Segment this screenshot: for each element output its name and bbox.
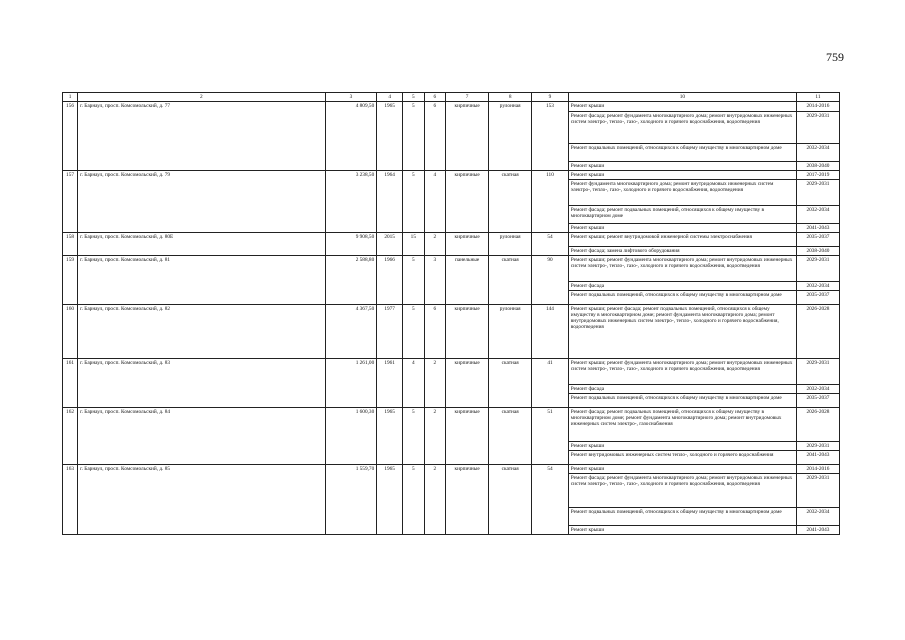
build-year: 1966: [377, 256, 403, 305]
residents: 110: [532, 171, 569, 233]
entry-number: 157: [63, 171, 78, 233]
work-period: 2038-2040: [796, 162, 839, 171]
address: г. Барнаул, просп. Комсомольский, д. 82: [78, 305, 326, 359]
work-period: 2035-2037: [796, 233, 839, 247]
work-period: 2035-2037: [796, 394, 839, 408]
work-period: 2041-2043: [796, 451, 839, 465]
residents: 51: [532, 408, 569, 465]
table-body: [63, 93, 840, 535]
entrances: 3: [424, 256, 446, 305]
work-description: Ремонт подвальных помещений, относящихся к общему имуществу в многоквартирном доме: [568, 144, 796, 162]
work-description: Ремонт фасада; ремонт фундамента многоквартирного дома; ремонт внутридомовых инженерных систем электро-, тепло-, газо-, холодного и горячего водоснабжения, водоотведения: [568, 474, 796, 508]
build-year: 1965: [377, 408, 403, 465]
address: г. Барнаул, просп. Комсомольский, д. 77: [78, 102, 326, 171]
residents: 54: [532, 465, 569, 535]
work-description: Ремонт крыши; ремонт фундамента многоквартирного дома; ремонт внутридомовых инженерных систем электро-, тепло-, газо-, холодного и горячего водоснабжения, водоотведения: [568, 359, 796, 385]
work-period: 2041-2043: [796, 224, 839, 233]
work-period: 2032-2034: [796, 206, 839, 224]
roof-type: скатная: [489, 256, 532, 305]
header-cell: 6: [424, 93, 446, 102]
work-period: 2032-2034: [796, 144, 839, 162]
entry-number: 159: [63, 256, 78, 305]
work-description: Ремонт крыши; ремонт фасада; ремонт подвальных помещений, относящихся к общему имуществу в многоквартирном доме; ремонт фундамента многоквартирного дома; ремонт внутридомовых инженерных систем электро-, тепло-, холодного и горячего водоснабжения, водоотведения: [568, 305, 796, 359]
residents: 54: [532, 233, 569, 256]
work-description: Ремонт крыши: [568, 526, 796, 535]
work-period: 2029-2031: [796, 256, 839, 282]
roof-type: скатная: [489, 408, 532, 465]
header-cell: 10: [568, 93, 796, 102]
header-cell: 5: [403, 93, 425, 102]
total-area: 4 367,50: [325, 305, 377, 359]
table-row: [63, 171, 840, 180]
build-year: 1964: [377, 171, 403, 233]
work-period: 2029-2031: [796, 474, 839, 508]
address: г. Барнаул, просп. Комсомольский, д. 85: [78, 465, 326, 535]
work-description: Ремонт крыши; ремонт фундамента многоквартирного дома; ремонт внутридомовых инженерных систем электро-, тепло-, газо-, холодного и горячего водоснабжения, водоотведения: [568, 256, 796, 282]
residents: 153: [532, 102, 569, 171]
work-period: 2032-2034: [796, 282, 839, 291]
work-description: Ремонт фасада; ремонт подвальных помещений, относящихся к общему имуществу в многоквартирном доме: [568, 206, 796, 224]
work-description: Ремонт фундамента многоквартирного дома; ремонт внутридомовых инженерных систем электро-, тепло-, газо-, холодного и горячего водоснабжения, водоотведения: [568, 180, 796, 206]
work-period: 2029-2031: [796, 359, 839, 385]
table-row: [63, 256, 840, 282]
table-row: [63, 305, 840, 359]
entry-number: 156: [63, 102, 78, 171]
entrances: 2: [424, 233, 446, 256]
header-cell: 2: [78, 93, 326, 102]
residents: 144: [532, 305, 569, 359]
work-description: Ремонт крыши: [568, 102, 796, 112]
total-area: 1 261,00: [325, 359, 377, 408]
work-period: 2026-2028: [796, 305, 839, 359]
entry-number: 163: [63, 465, 78, 535]
header-cell: 9: [532, 93, 569, 102]
entrances: 6: [424, 102, 446, 171]
wall-material: кирпичные: [446, 305, 489, 359]
total-area: 1 559,70: [325, 465, 377, 535]
table-row: [63, 233, 840, 247]
header-cell: 8: [489, 93, 532, 102]
residents: 41: [532, 359, 569, 408]
header-cell: 11: [796, 93, 839, 102]
work-description: Ремонт крыши: [568, 224, 796, 233]
entry-number: 158: [63, 233, 78, 256]
entry-number: 161: [63, 359, 78, 408]
wall-material: кирпичные: [446, 465, 489, 535]
work-description: Ремонт фасада; замена лифтового оборудования: [568, 247, 796, 256]
work-description: Ремонт фасада: [568, 282, 796, 291]
entry-number: 162: [63, 408, 78, 465]
floors: 4: [403, 359, 425, 408]
wall-material: кирпичные: [446, 102, 489, 171]
table-row: [63, 359, 840, 385]
work-description: Ремонт крыши; ремонт внутридомовой инженерной системы электроснабжения: [568, 233, 796, 247]
roof-type: рулонная: [489, 102, 532, 171]
total-area: 1 600,30: [325, 408, 377, 465]
total-area: 9 908,50: [325, 233, 377, 256]
work-description: Ремонт фасада; ремонт подвальных помещений, относящихся к общему имуществу в многоквартирном доме; ремонт фундамента многоквартирного дома; ремонт внутридомовых инженерных систем электро-, газоснабжения: [568, 408, 796, 442]
build-year: 1977: [377, 305, 403, 359]
table-row: [63, 408, 840, 442]
floors: 5: [403, 256, 425, 305]
wall-material: панельные: [446, 256, 489, 305]
entrances: 6: [424, 305, 446, 359]
work-period: 2035-2037: [796, 291, 839, 305]
table-row: [63, 465, 840, 474]
work-period: 2038-2040: [796, 247, 839, 256]
header-cell: 1: [63, 93, 78, 102]
header-cell: 4: [377, 93, 403, 102]
floors: 5: [403, 465, 425, 535]
entry-number: 160: [63, 305, 78, 359]
work-period: 2029-2031: [796, 112, 839, 144]
work-description: Ремонт фасада: [568, 385, 796, 394]
floors: 5: [403, 102, 425, 171]
build-year: 2015: [377, 233, 403, 256]
roof-type: рулонная: [489, 305, 532, 359]
work-period: 2026-2028: [796, 408, 839, 442]
total-area: 4 809,50: [325, 102, 377, 171]
entrances: 2: [424, 359, 446, 408]
capital-repair-table: [62, 92, 840, 535]
roof-type: скатная: [489, 465, 532, 535]
header-cell: 7: [446, 93, 489, 102]
work-description: Ремонт крыши: [568, 171, 796, 180]
address: г. Барнаул, просп. Комсомольский, д. 81: [78, 256, 326, 305]
total-area: 3 238,50: [325, 171, 377, 233]
floors: 5: [403, 171, 425, 233]
work-period: 2014-2016: [796, 102, 839, 112]
work-description: Ремонт крыши: [568, 162, 796, 171]
work-period: 2032-2034: [796, 508, 839, 526]
address: г. Барнаул, просп. Комсомольский, д. 83: [78, 359, 326, 408]
build-year: 1965: [377, 102, 403, 171]
work-period: 2029-2031: [796, 442, 839, 451]
roof-type: скатная: [489, 171, 532, 233]
floors: 5: [403, 305, 425, 359]
table-row: [63, 102, 840, 112]
work-description: Ремонт крыши: [568, 442, 796, 451]
work-period: 2014-2016: [796, 465, 839, 474]
build-year: 1961: [377, 359, 403, 408]
total-area: 2 588,80: [325, 256, 377, 305]
work-period: 2029-2031: [796, 180, 839, 206]
capital-repair-table-wrap: [62, 92, 840, 535]
residents: 90: [532, 256, 569, 305]
roof-type: скатная: [489, 359, 532, 408]
floors: 5: [403, 408, 425, 465]
work-description: Ремонт подвальных помещений, относящихся к общему имуществу в многоквартирном доме: [568, 291, 796, 305]
work-period: 2017-2019: [796, 171, 839, 180]
entrances: 2: [424, 465, 446, 535]
work-period: 2041-2043: [796, 526, 839, 535]
entrances: 2: [424, 408, 446, 465]
address: г. Барнаул, просп. Комсомольский, д. 84: [78, 408, 326, 465]
address: г. Барнаул, просп. Комсомольский, д. 80Е: [78, 233, 326, 256]
wall-material: кирпичные: [446, 408, 489, 465]
header-cell: 3: [325, 93, 377, 102]
wall-material: кирпичные: [446, 233, 489, 256]
work-description: Ремонт внутридомовых инженерных систем тепло-, холодного и горячего водоснабжения: [568, 451, 796, 465]
work-period: 2032-2034: [796, 385, 839, 394]
page-number: 759: [826, 50, 844, 64]
work-description: Ремонт подвальных помещений, относящихся к общему имуществу в многоквартирном доме: [568, 508, 796, 526]
work-description: Ремонт подвальных помещений, относящихся к общему имуществу в многоквартирном доме: [568, 394, 796, 408]
work-description: Ремонт фасада; ремонт фундамента многоквартирного дома; ремонт внутридомовых инженерных систем электро-, тепло-, газо-, холодного и горячего водоснабжения, водоотведения: [568, 112, 796, 144]
work-description: Ремонт крыши: [568, 465, 796, 474]
floors: 15: [403, 233, 425, 256]
header-row: [63, 93, 840, 102]
build-year: 1965: [377, 465, 403, 535]
entrances: 4: [424, 171, 446, 233]
address: г. Барнаул, просп. Комсомольский, д. 79: [78, 171, 326, 233]
wall-material: кирпичные: [446, 171, 489, 233]
roof-type: рулонная: [489, 233, 532, 256]
wall-material: кирпичные: [446, 359, 489, 408]
